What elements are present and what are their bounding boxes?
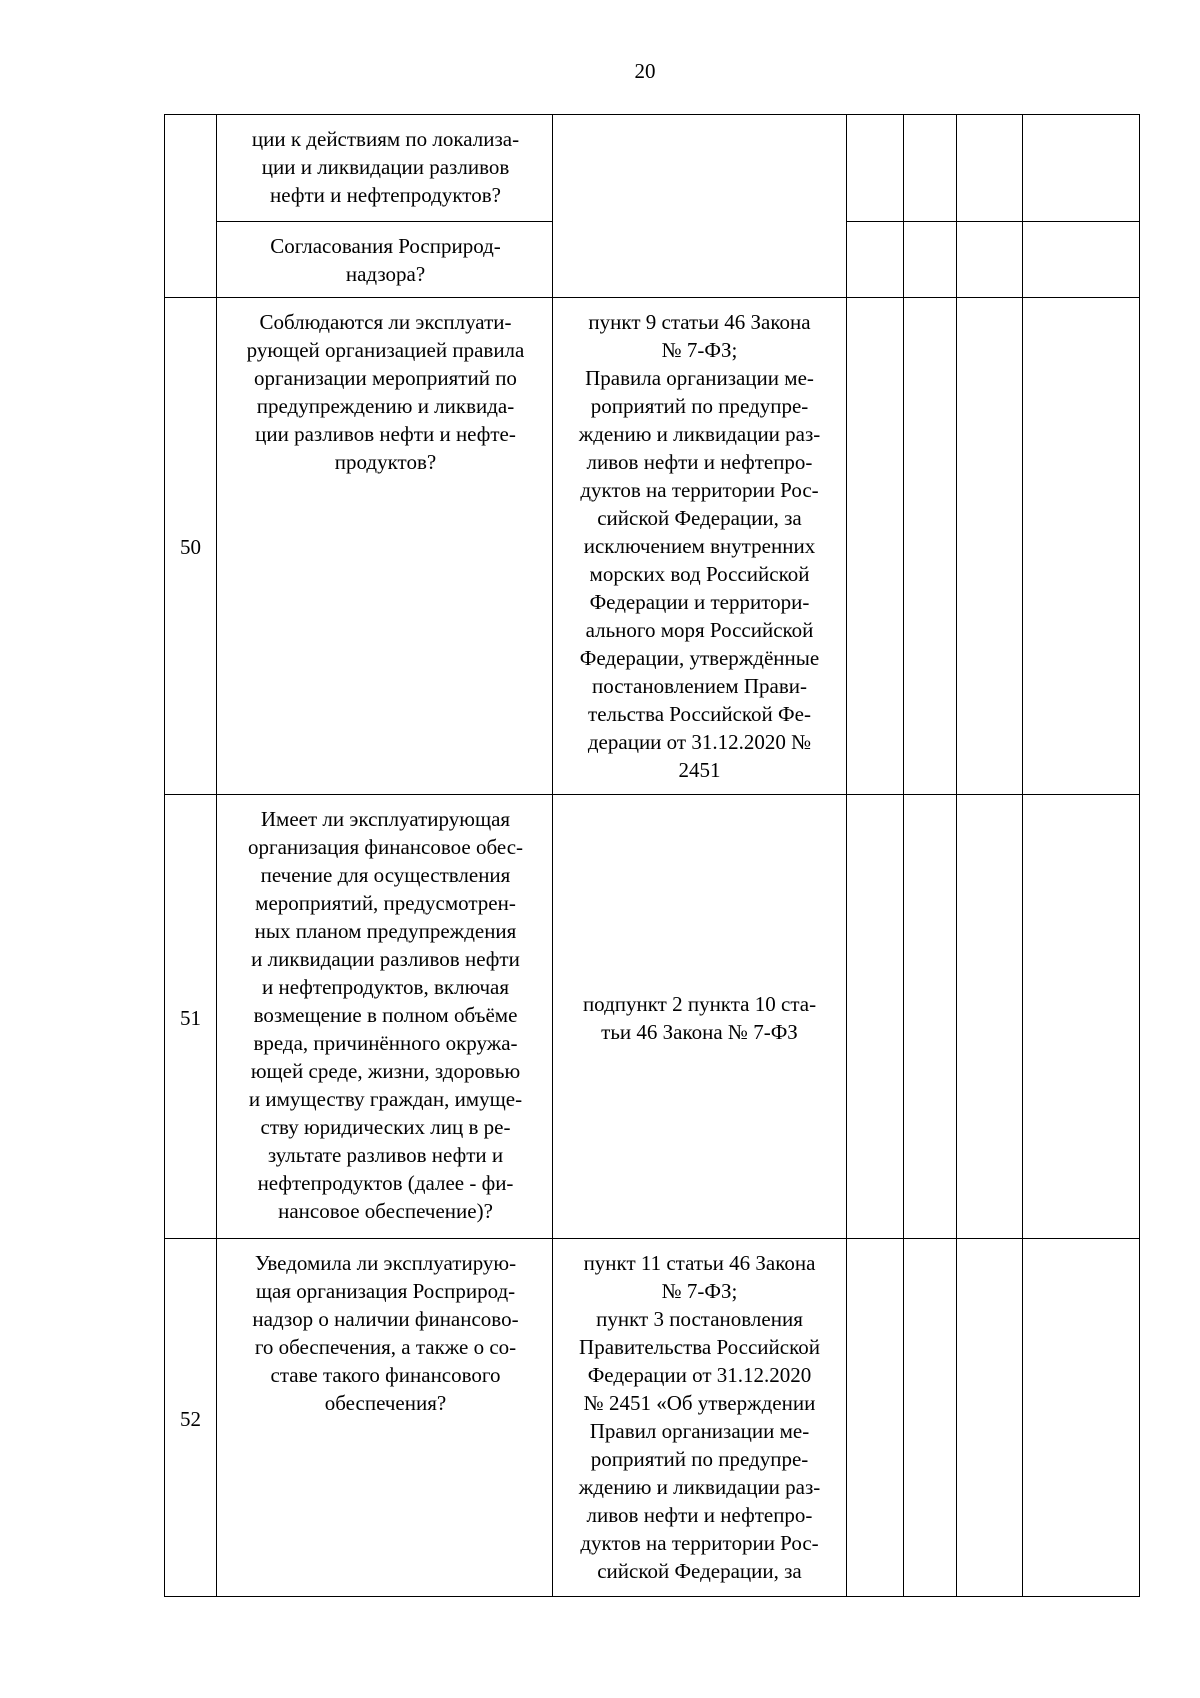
checklist-table <box>164 114 1140 1597</box>
question-cell <box>217 222 553 298</box>
answer-cell-yes[interactable] <box>847 1239 904 1597</box>
note-cell[interactable] <box>1023 1239 1140 1597</box>
note-cell[interactable] <box>1023 298 1140 795</box>
row-number <box>165 115 217 298</box>
question-text: Имеет ли эксплуатирующая организация финансовое обес- печение для осуществления мероприятий, предусмотрен- ных планом предупреждения и ликвидации разливов нефти и нефтепродуктов, включая возмещение в полном объёме вреда, причинённого окружа- ющей среде, жизни, здоровью и имуществу граждан, имуще- ству юридических лиц в ре- зультате разливов нефти и нефтепродуктов (далее - фи- нансовое обеспечение)? <box>247 807 524 1223</box>
question-cell <box>217 1239 553 1597</box>
answer-cell-na[interactable] <box>957 795 1023 1239</box>
row-number: 52 <box>165 1239 217 1597</box>
question-cell <box>217 298 553 795</box>
table-row <box>165 1239 1140 1597</box>
note-cell[interactable] <box>1023 795 1140 1239</box>
reference-cell <box>553 1239 847 1597</box>
reference-cell <box>553 115 847 298</box>
question-text: Соблюдаются ли эксплуати- рующей организацией правила организации мероприятий по предупреждению и ликвида- ции разливов нефти и нефте- продуктов? <box>246 310 525 474</box>
answer-cell-na[interactable] <box>957 222 1023 298</box>
table-row <box>165 795 1140 1239</box>
question-cell <box>217 795 553 1239</box>
reference-cell <box>553 795 847 1239</box>
answer-cell-na[interactable] <box>957 115 1023 222</box>
table-row <box>165 115 1140 222</box>
note-cell[interactable] <box>1023 115 1140 222</box>
question-text: ции к действиям по локализа- ции и ликвидации разливов нефти и нефтепродуктов? <box>251 127 520 207</box>
page-number: 20 <box>634 59 656 83</box>
answer-cell-na[interactable] <box>957 298 1023 795</box>
answer-cell-no[interactable] <box>904 115 957 222</box>
table-row <box>165 298 1140 795</box>
reference-cell <box>553 298 847 795</box>
answer-cell-yes[interactable] <box>847 298 904 795</box>
note-cell[interactable] <box>1023 222 1140 298</box>
question-text: Уведомила ли эксплуатирую- щая организация Росприрод- надзор о наличии финансово- го обеспечения, а также о со- ставе такого финансового обеспечения? <box>252 1251 519 1415</box>
question-text: Согласования Росприрод- надзора? <box>270 234 501 286</box>
answer-cell-no[interactable] <box>904 795 957 1239</box>
answer-cell-yes[interactable] <box>847 115 904 222</box>
answer-cell-yes[interactable] <box>847 795 904 1239</box>
answer-cell-na[interactable] <box>957 1239 1023 1597</box>
answer-cell-no[interactable] <box>904 1239 957 1597</box>
answer-cell-no[interactable] <box>904 222 957 298</box>
row-number: 51 <box>165 795 217 1239</box>
reference-text: пункт 11 статьи 46 Закона № 7-ФЗ; пункт 3 постановления Правительства Российской Федерации от 31.12.2020 № 2451 «Об утверждении Правил организации ме- роприятий по предупре- ждению и ликвидации раз- ливов нефти и нефтепро- дуктов на территории Рос- сийской Федерации, за <box>578 1251 821 1583</box>
answer-cell-yes[interactable] <box>847 222 904 298</box>
reference-text: пункт 9 статьи 46 Закона № 7-ФЗ; Правила организации ме- роприятий по предупре- ждению и ликвидации раз- ливов нефти и нефтепро- дуктов на территории Рос- сийской Федерации, за исключением внутренних морских вод Российской Федерации и территори- ального моря Российской Федерации, утверждённые постановлением Прави- тельства Российской Фе- дерации от 31.12.2020 № 2451 <box>578 310 821 782</box>
question-cell <box>217 115 553 222</box>
reference-text: подпункт 2 пункта 10 ста- тьи 46 Закона № 7-ФЗ <box>582 991 817 1044</box>
row-number: 50 <box>165 298 217 795</box>
answer-cell-no[interactable] <box>904 298 957 795</box>
